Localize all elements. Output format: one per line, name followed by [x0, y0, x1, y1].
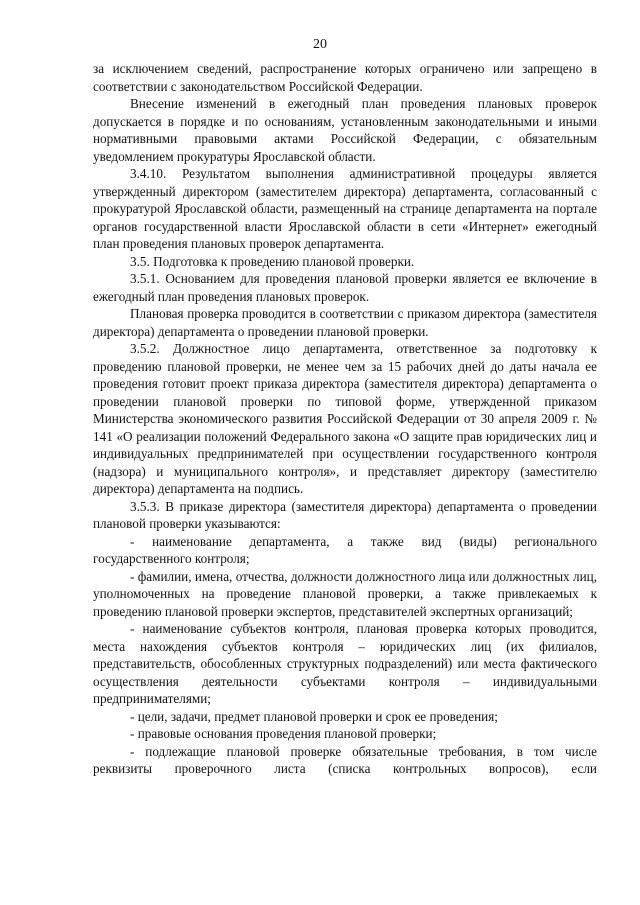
paragraph: - фамилии, имена, отчества, должности должностного лица или должностных лиц, уполномоченных на проведение плановой проверки, а также привлекаемых к проведению плановой проверки экспертов, представителей экспертных организаций; — [93, 568, 597, 619]
paragraph: Внесение изменений в ежегодный план проведения плановых проверок допускается в порядке и по основаниям, установленным законодательными и иными нормативными правовыми актами Российской Федерации, с обязательным уведомлением прокуратуры Ярославской области. — [93, 96, 597, 164]
paragraph: 3.5. Подготовка к проведению плановой проверки. — [130, 253, 415, 269]
paragraph: - подлежащие плановой проверке обязательные требования, в том числе реквизиты проверочного листа (списка контрольных вопросов), если — [93, 743, 597, 776]
paragraph: 3.5.2. Должностное лицо департамента, ответственное за подготовку к проведению плановой проверки, не менее чем за 15 рабочих дней до даты начала ее проведения готовит проект приказа директора (заместителя директора) департамента о проведении плановой проверки по типовой форме, утвержденной приказом Министерства экономического развития Российской Федерации от 30 апреля 2009 г. № 141 «О реализации положений Федерального закона «О защите прав юридических лиц и индивидуальных предпринимателей при осуществлении государственного контроля (надзора) и муниципального контроля», и представляет директору (заместителю директора) департамента на подпись. — [93, 341, 597, 496]
paragraph: - наименование субъектов контроля, плановая проверка которых проводится, места нахождения субъектов контроля – юридических лиц (их филиалов, представительств, обособленных структурных подразделений) или места фактического осуществления деятельности субъектами контроля – индивидуальными предпринимателями; — [93, 621, 597, 706]
paragraph: - цели, задачи, предмет плановой проверки и срок ее проведения; — [130, 708, 498, 724]
document-body — [93, 60, 597, 778]
paragraph: за исключением сведений, распространение которых ограничено или запрещено в соответствии с законодательством Российской Федерации. — [93, 61, 597, 94]
paragraph: 3.5.3. В приказе директора (заместителя директора) департамента о проведении плановой проверки указываются: — [93, 498, 597, 531]
paragraph: 3.5.1. Основанием для проведения плановой проверки является ее включение в ежегодный план проведения плановых проверок. — [93, 271, 597, 304]
paragraph: Плановая проверка проводится в соответствии с приказом директора (заместителя директора) департамента о проведении плановой проверки. — [93, 306, 597, 339]
paragraph: 3.4.10. Результатом выполнения административной процедуры является утвержденный директором (заместителем директора) департамента, согласованный с прокуратурой Ярославской области, размещенный на странице департамента на портале органов государственной власти Ярославской области в сети «Интернет» ежегодный план проведения плановых проверок департамента. — [93, 166, 597, 251]
paragraph: - правовые основания проведения плановой проверки; — [130, 726, 437, 741]
page-number: 20 — [313, 37, 327, 52]
paragraph: - наименование департамента, а также вид (виды) регионального государственного контроля; — [93, 533, 597, 566]
